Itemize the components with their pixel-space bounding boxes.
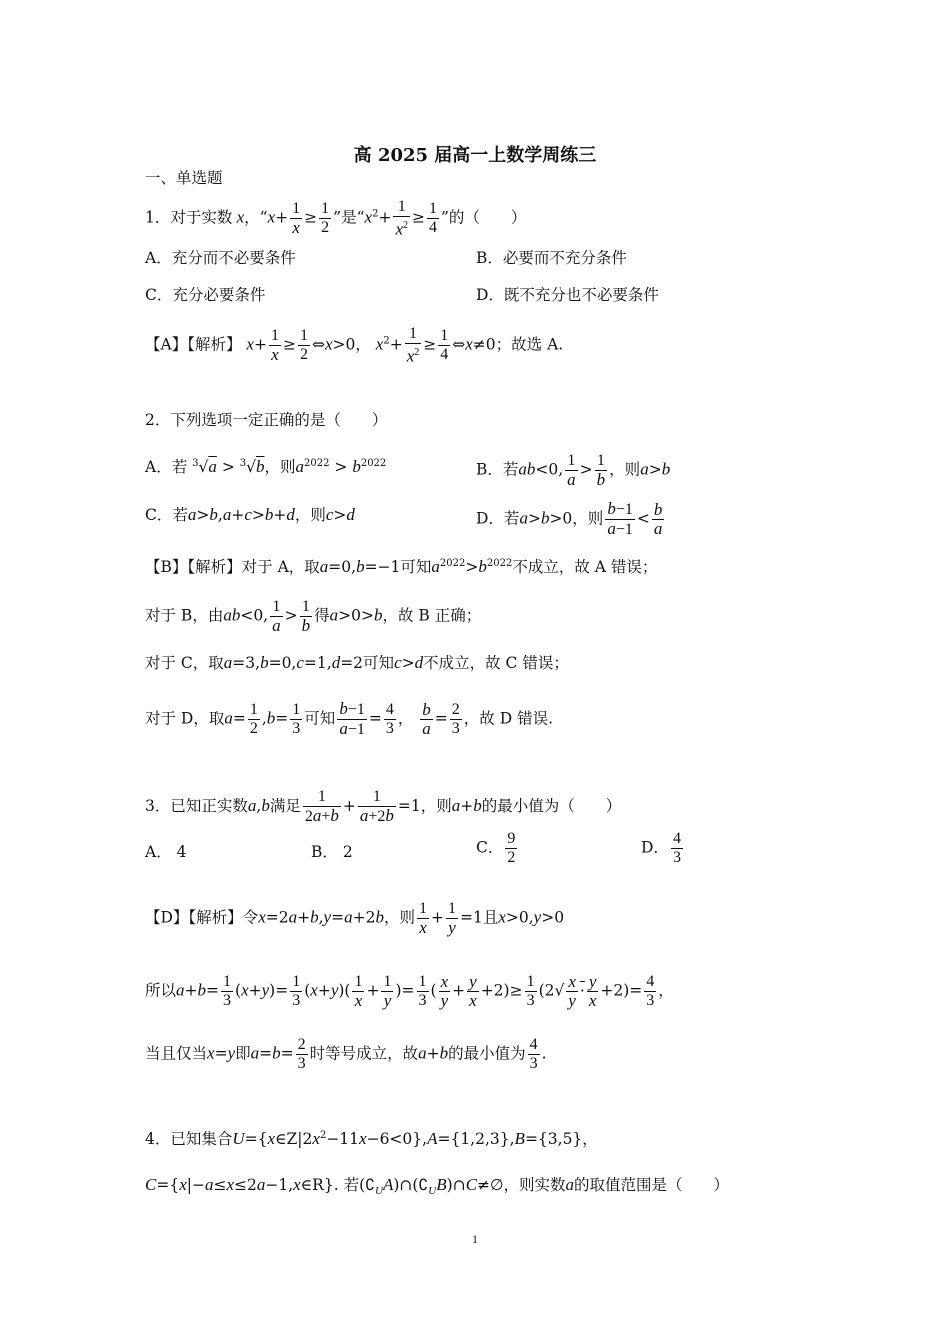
q2-option-a: A．若 $^3$√a > $^3$√b，则$a^{2022} > b^{2022}$ — [145, 457, 387, 477]
q2-option-d: D．若a>b>0，则 $\frac{b-1}{a-1}$ < $\frac{b}{a}$ — [476, 499, 663, 538]
q1-answer: 【A】【解析】 x+ $\frac{1}{x}$ ≥ $\frac{1}{2}$ ⇔x>0， $x^2+$ $\frac{1}{x^2}$ ≥ $\frac{1}{4}$ ⇔x≠0；故选 A. — [145, 325, 564, 366]
q2-stem: 2．下列选项一定正确的是（ ） — [145, 411, 388, 429]
q1-option-c: C．充分必要条件 — [145, 286, 266, 304]
q2-answer-line-1: 【B】【解析】对于 A，取a=0,b=−1可知$a^{2022}>b^{2022}$不成立，故 A 错误； — [145, 557, 658, 577]
page-title: 高 2025 届高一上数学周练三 — [353, 145, 597, 166]
q1-option-b: B．必要而不充分条件 — [476, 249, 627, 267]
page-number: 1 — [472, 1232, 478, 1246]
q1-option-a: A．充分而不必要条件 — [145, 249, 296, 267]
q2-answer-line-3: 对于 C，取a=3,b=0,c=1,d=2可知c>d不成立，故 C 错误； — [145, 653, 569, 672]
q3-stem: 3．已知正实数a,b满足 $\frac{1}{2a+b}$ + $\frac{1}{a+2b}$ =1，则a+b的最小值为（ ） — [145, 788, 622, 825]
q4-stem-line-2: C={x|−a≤x≤2a−1,x∈R}. 若$(∁_UA)\cap(∁_UB)\cap C\ne\emptyset$，则实数a的取值范围是（ ） — [145, 1175, 730, 1198]
q2-answer-line-2: 对于 B，由ab<0, $\frac{1}{a}$ > $\frac{1}{b}$ 得a>0>b，故 B 正确； — [145, 598, 482, 635]
q3-option-c: C． $\frac{9}{2}$ — [476, 830, 516, 866]
q1-stem: 1．对于实数 x，“x+ $\frac{1}{x}$ ≥ $\frac{1}{2}$ ”是“$x^2+$ $\frac{1}{x^2}$ ≥ $\frac{1}{4}$ ”的（ ） — [145, 198, 527, 239]
q3-option-a: A． 4 — [145, 843, 187, 861]
q3-answer-line-1: 【D】【解析】令x=2a+b,y=a+2b，则 $\frac{1}{x}$ + $\frac{1}{y}$ =1且x>0,y>0 — [145, 900, 565, 937]
q3-answer-line-3: 当且仅当x=y即a=b= $\frac{2}{3}$ 时等号成立，故a+b的最小值为 $\frac{4}{3}$ . — [145, 1036, 547, 1072]
q2-option-c: C．若a>b,a+c>b+d，则c>d — [145, 505, 355, 524]
q3-option-d: D． $\frac{4}{3}$ — [641, 830, 681, 866]
section-heading: 一、单选题 — [145, 169, 223, 187]
q2-option-b: B．若ab<0, $\frac{1}{a}$ > $\frac{1}{b}$ ，则a>b — [476, 452, 671, 489]
q2-answer-line-4: 对于 D，取a= $\frac{1}{2}$ ,b= $\frac{1}{3}$ 可知 $\frac{b-1}{a-1}$ = $\frac{4}{3}$ ， $\frac{b}{a}$ = $\frac{2}{3}$ ，故 D 错误. — [145, 699, 553, 738]
q3-answer-line-2: 所以a+b= $\frac{1}{3}$ (x+y)= $\frac{1}{3}$ (x+y)( $\frac{1}{x}$ + $\frac{1}{y}$ )= $\frac{1}{3}$ ( $\frac{x}{y}$ + $\frac{y}{x}$ +2)≥ $\frac{1}{3}$ (2√ $\frac{x}{y}$ · $\frac{y}{x}$ +2)= $\frac{4}{3}$ ， — [145, 972, 674, 1010]
q1-option-d: D．既不充分也不必要条件 — [476, 286, 659, 304]
q4-stem-line-1: 4．已知集合$U=\{x\in Z|2x^2-11x-6<0\},A=\{1,2,3\},B=\{3,5\}$， — [145, 1129, 598, 1149]
q3-option-b: B． 2 — [311, 843, 353, 861]
